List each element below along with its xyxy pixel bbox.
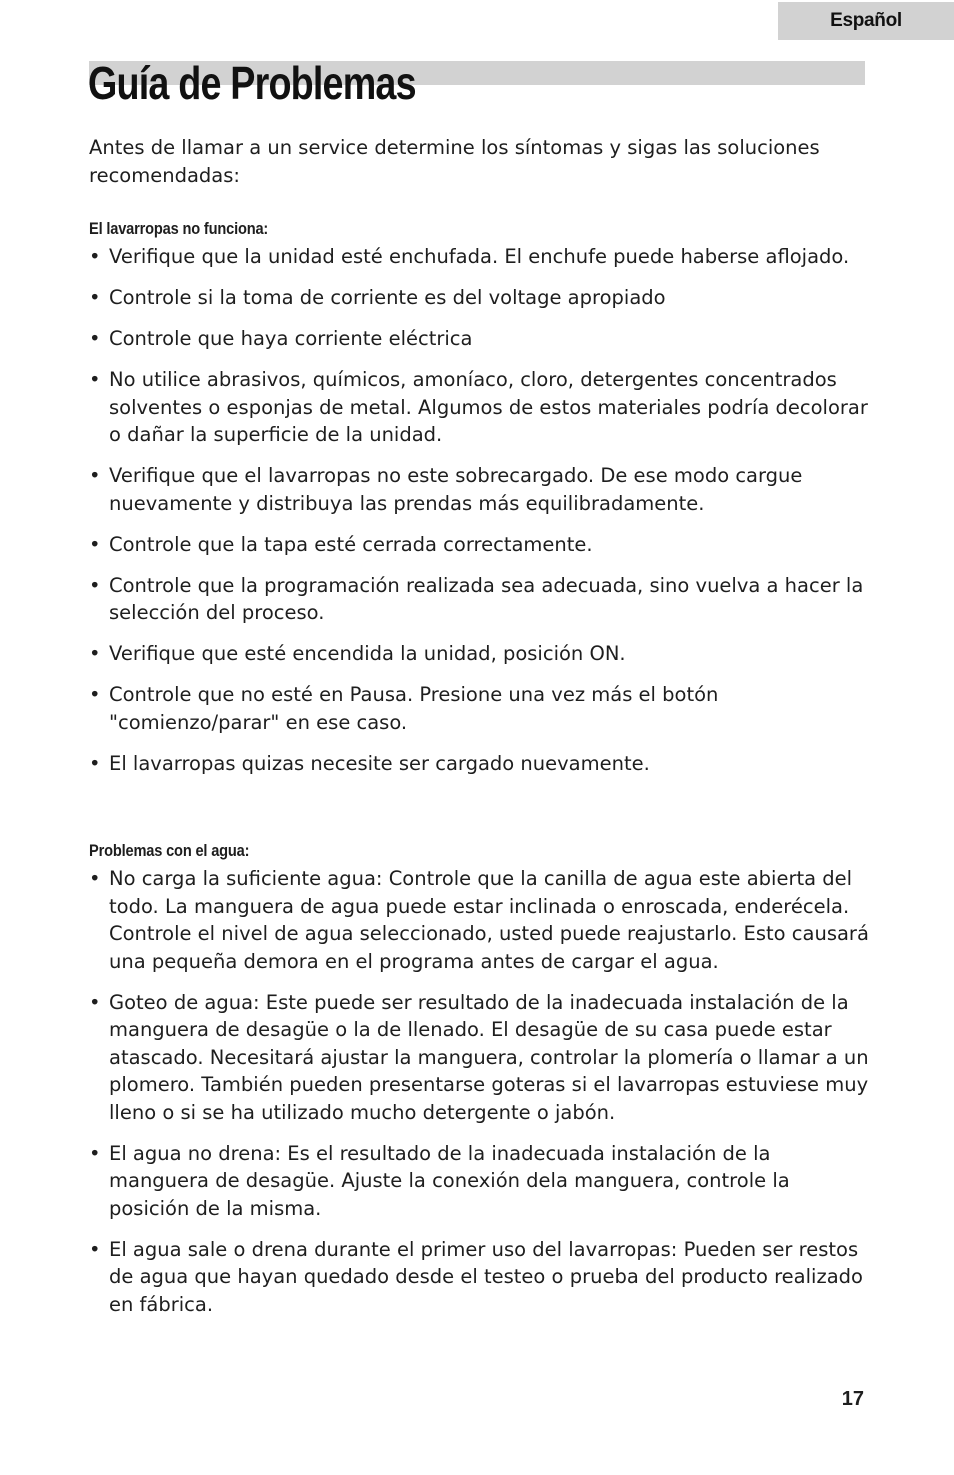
page-number: 17 xyxy=(841,1388,864,1410)
list-item: • Verifique que la unidad esté enchufada. El enchufe puede haberse aflojado. xyxy=(89,243,869,271)
list-item: • Controle que haya corriente eléctrica xyxy=(89,325,869,353)
list-item: • Controle que la programación realizada sea adecuada, sino vuelva a hacer la selección del proceso. xyxy=(89,572,869,627)
section-heading-not-working: El lavarropas no funciona: xyxy=(89,219,269,238)
list-item: • Verifique que el lavarropas no este sobrecargado. De ese modo cargue nuevamente y distribuya las prendas más equilibradamente. xyxy=(89,462,869,517)
list-item: • Controle si la toma de corriente es del voltage apropiado xyxy=(89,284,869,312)
list-item: • El agua no drena: Es el resultado de la inadecuada instalación de la manguera de desagüe. Ajuste la conexión dela manguera, controle la posición de la misma. xyxy=(89,1140,869,1223)
list-item: • Controle que la tapa esté cerrada correctamente. xyxy=(89,531,869,559)
section-heading-water-problems: Problemas con el agua: xyxy=(89,841,250,860)
page-title: Guía de Problemas xyxy=(88,57,416,109)
page-content xyxy=(89,134,869,1332)
list-item: • No carga la suficiente agua: Controle que la canilla de agua este abierta del todo. La manguera de agua puede estar inclinada o enroscada, enderécela. Controle el nivel de agua seleccionado, usted puede reajustarlo. Esto causará una pequeña demora en el programa antes de cargar el agua. xyxy=(89,865,869,975)
list-item: • El lavarropas quizas necesite ser cargado nuevamente. xyxy=(89,750,869,778)
intro-paragraph: Antes de llamar a un service determine los síntomas y sigas las soluciones recomendadas: xyxy=(89,136,820,187)
language-tab: Español xyxy=(778,2,954,40)
list-item: • No utilice abrasivos, químicos, amoníaco, cloro, detergentes concentrados solventes o esponjas de metal. Algumos de estos materiales podría decolorar o dañar la superficie de la unidad. xyxy=(89,366,869,449)
list-item: • Controle que no esté en Pausa. Presione una vez más el botón "comienzo/parar" en ese caso. xyxy=(89,681,869,736)
list-item: • Verifique que esté encendida la unidad, posición ON. xyxy=(89,640,869,668)
bullet-list-not-working xyxy=(89,243,869,777)
bullet-list-water-problems xyxy=(89,865,869,1318)
list-item: • El agua sale o drena durante el primer uso del lavarropas: Pueden ser restos de agua que hayan quedado desde el testeo o prueba del producto realizado en fábrica. xyxy=(89,1236,869,1319)
list-item: • Goteo de agua: Este puede ser resultado de la inadecuada instalación de la manguera de desagüe o la de llenado. El desagüe de su casa puede estar atascado. Necesitará ajustar la manguera, controlar la plomería o llamar a un plomero. También pueden presentarse goteras si el lavarropas estuviese muy lleno o si se ha utilizado mucho detergente o jabón. xyxy=(89,989,869,1127)
